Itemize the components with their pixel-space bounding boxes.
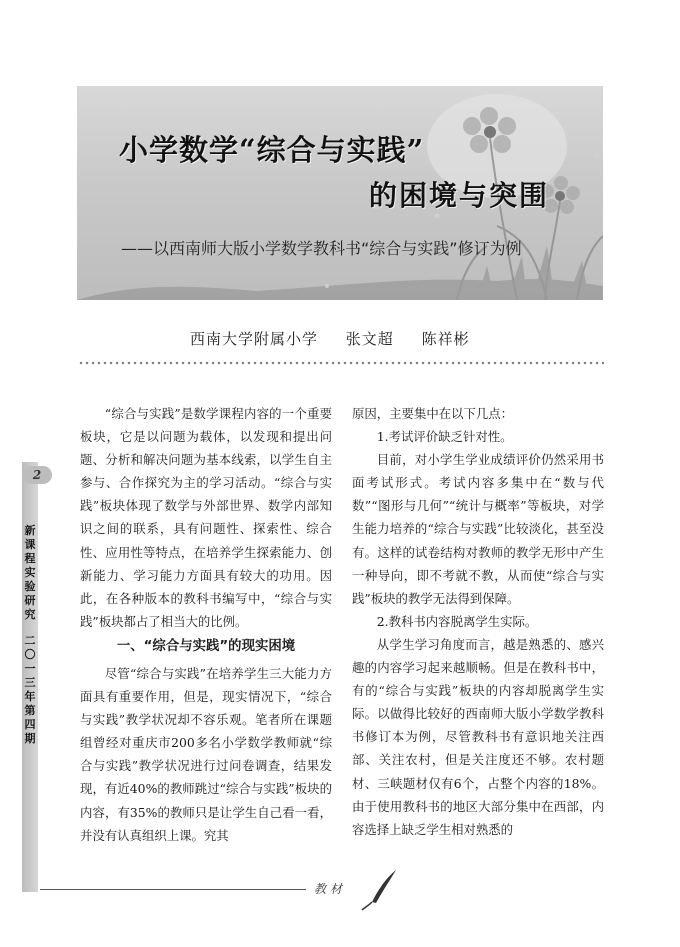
affiliation: 西南大学附属小学 [190,330,319,348]
author-line [190,328,492,349]
paragraph: 尽管“综合与实践”在培养学生三大能力方面具有重要作用，但是，现实情况下，“综合与实践”教学状况却不容乐观。笔者所在课题组曾经对重庆市200多名小学数学教师就“综合与实践”教学状况进行过问卷调查，结果发现，有近40%的教师跳过“综合与实践”板块的内容，有35%的教师只是让学生自己看一看，并没有认真组织上课。究其 [80,665,332,843]
subtitle: ——以西南师大版小学数学教科书“综合与实践”修订为例 [121,239,522,258]
author-name: 陈祥彬 [421,330,470,348]
paragraph: “综合与实践”是数学课程内容的一个重要板块，它是以问题为载体，以发现和提出问题、分析和解决问题为基本线索，以学生自主参与、合作探究为主的学习活动。“综合与实践”板块体现了数学与外部世界、数学内部知识之间的联系，具有问题性、探索性、综合性、应用性等特点，在培养学生探索能力、创新能力、学习能力方面具有较大的功用。因此，在各种版本的教科书编写中，“综合与实践”板块都占了相当大的比例。 [80,406,332,629]
title-line-1: 小学数学“综合与实践” [119,133,425,167]
journal-issue: 二〇一三年第四期 [24,634,36,745]
author-name: 张文超 [345,330,394,348]
list-item-heading: 2.教科书内容脱离学生实际。 [376,613,538,629]
page-number: 2 [22,466,52,484]
paragraph: 原因，主要集中在以下几点： [352,406,514,421]
footer-rule [40,889,306,890]
section-label: 教材 [314,882,347,896]
list-item-heading: 1.考试评价缺乏针对性。 [376,429,513,445]
paragraph: 目前，对小学生学业成绩评价仍然采用书面考试形式。考试内容多集中在“数与代数”“图形与几何”“统计与概率”等板块，对学生能力培养的“综合与实践”比较淡化，甚至没有。这样的试卷结构对教师的教学无形中产生一种导向，即不考就不教，从而使“综合与实践”板块的教学无法得到保障。 [352,452,604,606]
left-column [80,402,332,847]
dotted-divider [78,360,604,366]
title-banner [77,86,603,300]
journal-name: 新课程实验研究 [24,524,36,621]
journal-name-vertical [24,524,36,746]
paragraph: 从学生学习角度而言，越是熟悉的、感兴趣的内容学习起来越顺畅。但是在教科书中，有的“综合与实践”板块的内容却脱离学生实际。以做得比较好的西南师大版小学数学教科书修订本为例，尽管教科书有意识地关注西部、关注农村，但是关注度还不够。农村题材、三峡题材仅有6个，占整个内容的18%。由于使用教科书的地区大部分集中在西部，内容选择上缺乏学生相对熟悉的 [352,636,604,837]
section-heading: 一、“综合与实践”的现实困境 [116,638,296,654]
quill-pen-icon [360,868,400,912]
right-column [352,402,604,841]
title-line-2: 的困境与突围 [369,179,550,212]
